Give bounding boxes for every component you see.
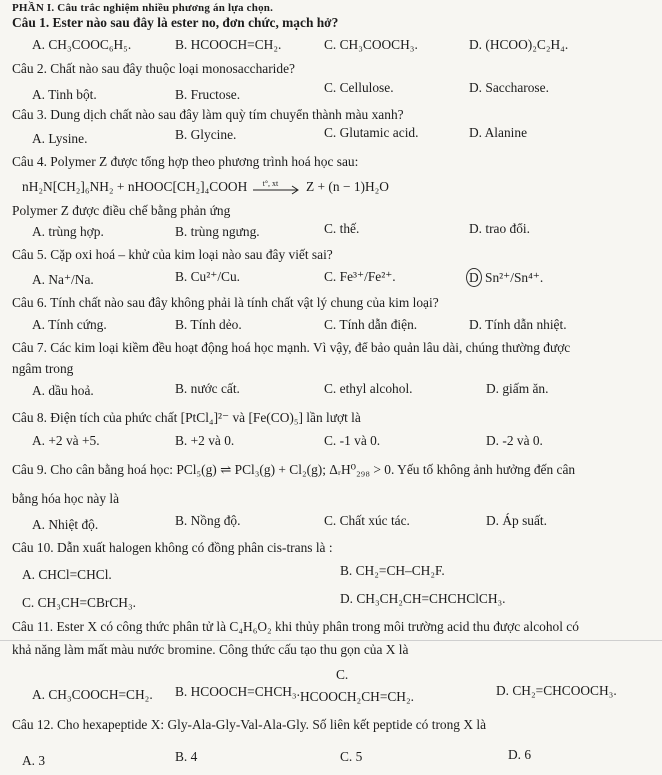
- q8-option-b[interactable]: B. +2 và 0.: [175, 433, 235, 448]
- q1-option-a[interactable]: A. CH₃COOC₆H₅.: [32, 37, 132, 52]
- q2-option-d[interactable]: D. Saccharose.: [469, 80, 549, 95]
- q4-reaction-condition: t°, xt: [262, 178, 279, 188]
- q6-option-a[interactable]: A. Tính cứng.: [32, 317, 107, 332]
- q1-option-d[interactable]: D. (HCOO)₂C₂H₄.: [469, 37, 569, 52]
- q5-option-c[interactable]: C. Fe³⁺/Fe²⁺.: [324, 269, 396, 284]
- q12-option-a[interactable]: A. 3: [22, 753, 46, 768]
- q10-option-d[interactable]: D. CH₃CH₂CH=CHCHClCH₃.: [340, 591, 506, 606]
- q4-stem2: Polymer Z được điều chế bằng phản ứng: [12, 203, 231, 218]
- q7-stem: Câu 7. Các kim loại kiềm đều hoạt động hoá học mạnh. Vì vậy, để bảo quản lâu dài, chúng thường được: [12, 340, 571, 355]
- q11-option-b[interactable]: B. HCOOCH=CHCH₃.: [175, 684, 300, 699]
- q7-option-d[interactable]: D. giấm ăn.: [486, 381, 549, 396]
- q6-stem: Câu 6. Tính chất nào sau đây không phải là tính chất vật lý chung của kim loại?: [12, 295, 439, 310]
- q12-option-d[interactable]: D. 6: [508, 747, 532, 762]
- q4-stem: Câu 4. Polymer Z được tổng hợp theo phương trình hoá học sau:: [12, 154, 359, 169]
- q3-option-c[interactable]: C. Glutamic acid.: [324, 125, 419, 140]
- q2-option-c[interactable]: C. Cellulose.: [324, 80, 394, 95]
- q2-option-a[interactable]: A. Tinh bột.: [32, 87, 97, 102]
- q5-option-d-text: Sn²⁺/Sn⁴⁺.: [481, 270, 544, 285]
- q10-option-b[interactable]: B. CH₂=CH–CH₂F.: [340, 563, 445, 578]
- q3-option-a[interactable]: A. Lysine.: [32, 131, 88, 146]
- reaction-arrow-icon: [251, 178, 303, 195]
- q10-stem: Câu 10. Dẫn xuất halogen không có đồng phân cis-trans là :: [12, 540, 333, 555]
- q12-option-b[interactable]: B. 4: [175, 749, 198, 764]
- q7-option-c[interactable]: C. ethyl alcohol.: [324, 381, 413, 396]
- q5-option-b[interactable]: B. Cu²⁺/Cu.: [175, 269, 241, 284]
- section-header: PHẦN I. Câu trắc nghiệm nhiều phương án lựa chọn.: [12, 2, 274, 14]
- q3-stem: Câu 3. Dung dịch chất nào sau đây làm quỳ tím chuyển thành màu xanh?: [12, 107, 404, 122]
- q6-option-d[interactable]: D. Tính dẫn nhiệt.: [469, 317, 567, 332]
- q9-option-c[interactable]: C. Chất xúc tác.: [324, 513, 410, 528]
- q9-option-b[interactable]: B. Nồng độ.: [175, 513, 241, 528]
- q5-option-d[interactable]: [469, 268, 543, 287]
- q12-option-c[interactable]: C. 5: [340, 749, 363, 764]
- q12-stem: Câu 12. Cho hexapeptide X: Gly-Ala-Gly-Val-Ala-Gly. Số liên kết peptide có trong X là: [12, 717, 487, 732]
- q4-option-c[interactable]: C. thế.: [324, 221, 360, 236]
- q1-stem: Câu 1. Ester nào sau đây là ester no, đơn chức, mạch hở?: [12, 15, 339, 30]
- q4-option-a[interactable]: A. trùng hợp.: [32, 224, 104, 239]
- q7-option-a[interactable]: A. dầu hoả.: [32, 383, 94, 398]
- q2-option-b[interactable]: B. Fructose.: [175, 87, 241, 102]
- q11-option-a[interactable]: A. CH₃COOCH=CH₂.: [32, 687, 153, 702]
- q2-stem: Câu 2. Chất nào sau đây thuộc loại monosaccharide?: [12, 61, 295, 76]
- q11-option-d[interactable]: D. CH₂=CHCOOCH₃.: [496, 683, 617, 698]
- q8-stem: Câu 8. Điện tích của phức chất [PtCl₄]²⁻ và [Fe(CO)₅] lần lượt là: [12, 410, 361, 425]
- q6-option-c[interactable]: C. Tính dẫn điện.: [324, 317, 418, 332]
- q10-option-a[interactable]: A. CHCl=CHCl.: [22, 567, 112, 582]
- q4-option-b[interactable]: B. trùng ngưng.: [175, 224, 260, 239]
- q5-stem: Câu 5. Cặp oxi hoá – khử của kim loại nào sau đây viết sai?: [12, 247, 333, 262]
- q1-option-b[interactable]: B. HCOOCH=CH₂.: [175, 37, 282, 52]
- q11-option-c-label[interactable]: C.: [336, 667, 349, 682]
- q4-equation: [22, 178, 389, 195]
- q4-option-d[interactable]: D. trao đổi.: [469, 221, 530, 236]
- q8-option-c[interactable]: C. -1 và 0.: [324, 433, 381, 448]
- q9-option-d[interactable]: D. Áp suất.: [486, 513, 547, 528]
- q5-option-a[interactable]: A. Na⁺/Na.: [32, 272, 94, 287]
- q1-option-c[interactable]: C. CH₃COOCH₃.: [324, 37, 418, 52]
- answer-mark-icon: D: [466, 268, 482, 287]
- q3-option-b[interactable]: B. Glycine.: [175, 127, 237, 142]
- q9-stem2: bằng hóa học này là: [12, 491, 120, 506]
- q10-option-c[interactable]: C. CH₃CH=CBrCH₃.: [22, 595, 136, 610]
- q11-option-c[interactable]: HCOOCH₂CH=CH₂.: [300, 689, 414, 704]
- q6-option-b[interactable]: B. Tính dẻo.: [175, 317, 242, 332]
- q9-option-a[interactable]: A. Nhiệt độ.: [32, 517, 99, 532]
- q8-option-a[interactable]: A. +2 và +5.: [32, 433, 100, 448]
- q11-stem: Câu 11. Ester X có công thức phân tử là C₄H₆O₂ khi thủy phân trong môi trường acid thu được alcohol có: [12, 619, 579, 634]
- q7-option-b[interactable]: B. nước cất.: [175, 381, 240, 396]
- q9-stem: Câu 9. Cho cân bằng hoá học: PCl₅(g) ⇌ PCl₃(g) + Cl₂(g); ΔᵣH⁰₂₉₈ > 0. Yếu tố không ảnh hưởng đến cân: [12, 462, 576, 477]
- q7-stem2: ngâm trong: [12, 361, 74, 376]
- q11-stem2: khả năng làm mất màu nước bromine. Công thức cấu tạo thu gọn của X là: [12, 642, 409, 657]
- q8-option-d[interactable]: D. -2 và 0.: [486, 433, 543, 448]
- q4-equation-right: Z + (n − 1)H₂O: [305, 179, 389, 194]
- q3-option-d[interactable]: D. Alanine: [469, 125, 528, 140]
- q4-equation-left: nH₂N[CH₂]₆NH₂ + nHOOC[CH₂]₄COOH: [22, 179, 248, 194]
